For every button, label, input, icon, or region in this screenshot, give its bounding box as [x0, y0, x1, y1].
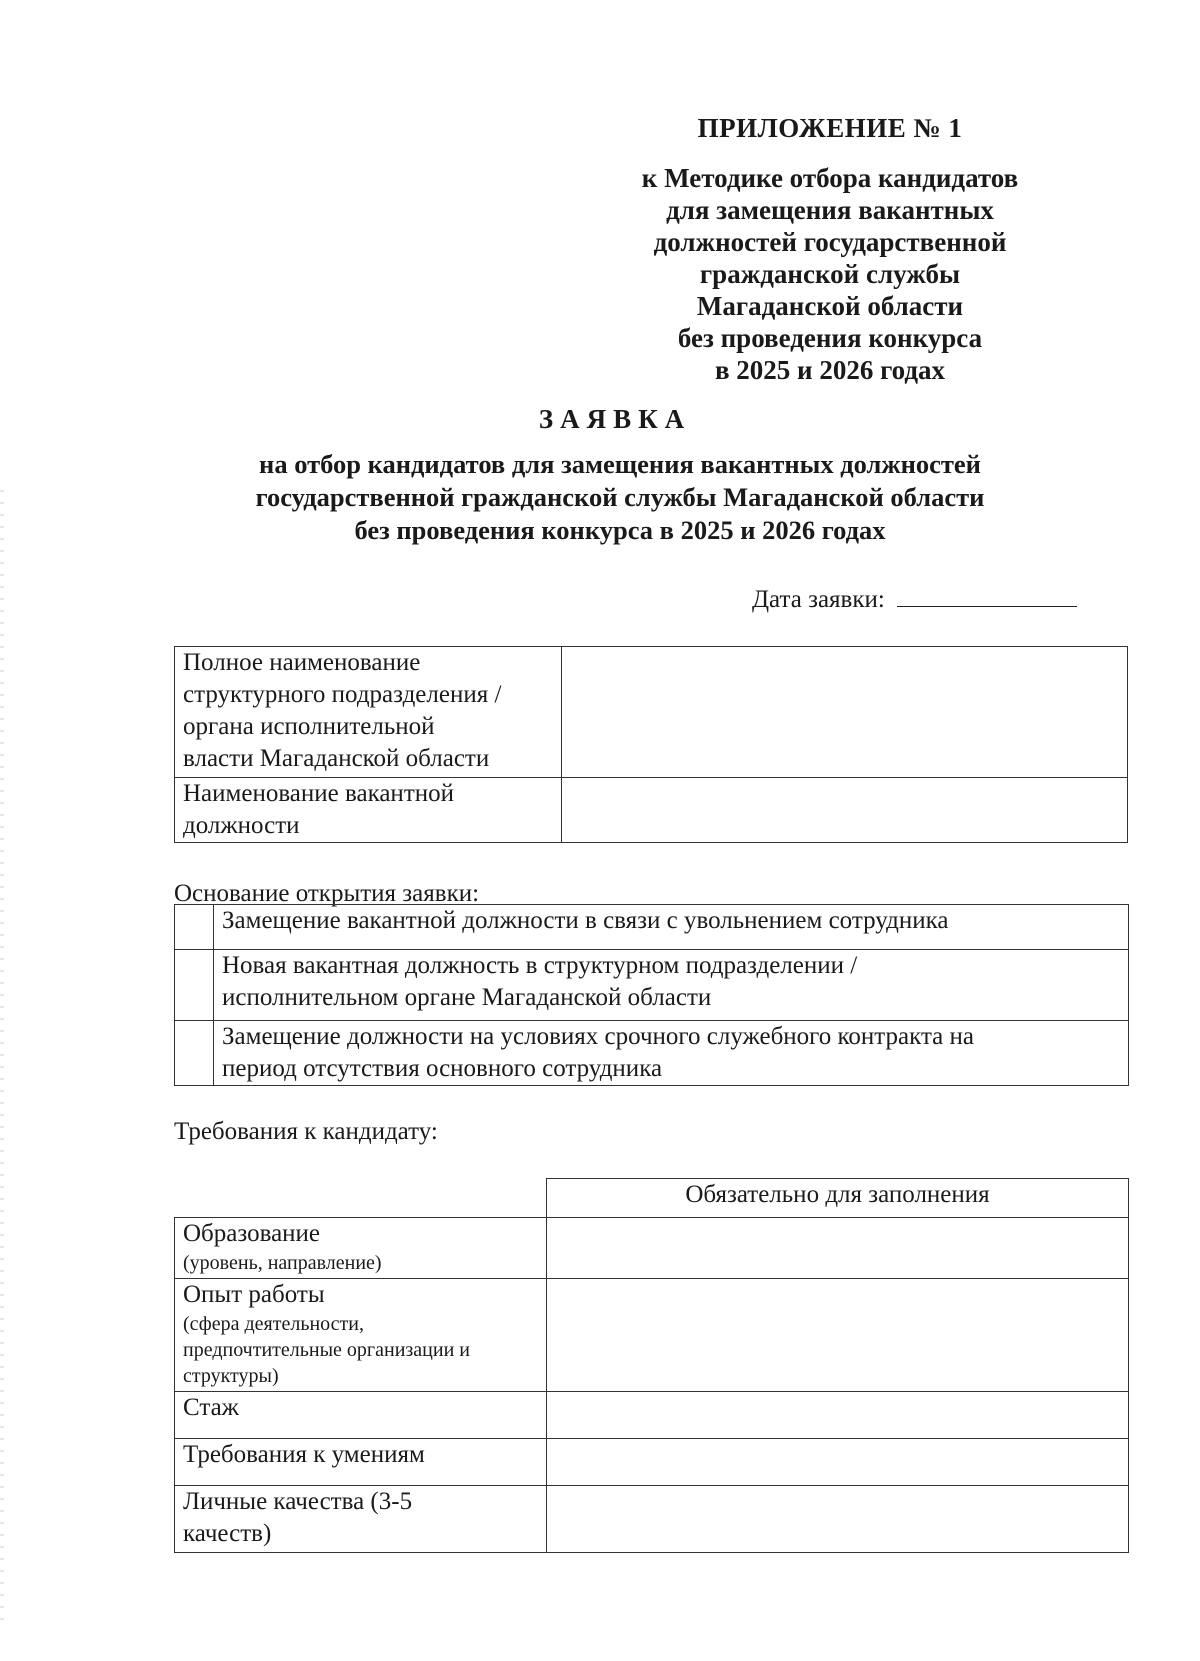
table-row [175, 905, 1129, 950]
experience-label [175, 1279, 547, 1392]
basis-table [174, 904, 1129, 1086]
appendix-line: без проведения конкурса [677, 323, 983, 353]
option-line: исполнительном органе Магаданской области [222, 984, 712, 1011]
table-row [175, 1279, 1129, 1392]
document-subtitle [190, 448, 1050, 547]
label-line: органа исполнительной [183, 713, 435, 740]
personal-qualities-field[interactable] [547, 1486, 1129, 1553]
subtitle-line: государственной гражданской службы Магаданской области [255, 482, 985, 512]
table-row [175, 1218, 1129, 1279]
appendix-line: Магаданской области [696, 291, 964, 321]
scan-edge-marks [0, 480, 4, 1630]
basis-checkbox-1[interactable] [175, 905, 214, 950]
skills-label [175, 1439, 547, 1486]
basis-option-2 [214, 950, 1129, 1021]
appendix-title: ПРИЛОЖЕНИЕ № 1 [697, 113, 963, 143]
row-name: качеств) [183, 1520, 272, 1547]
row-name: Образование [183, 1220, 321, 1247]
label-line: Полное наименование [183, 649, 421, 676]
header-empty-cell [175, 1179, 547, 1218]
row-note: (сфера деятельности, [183, 1313, 364, 1335]
position-name-label [175, 778, 562, 843]
basis-option-3 [214, 1021, 1129, 1086]
appendix-line: в 2025 и 2026 годах [714, 355, 946, 385]
label-line: должности [183, 812, 300, 839]
subtitle-line: без проведения конкурса в 2025 и 2026 годах [354, 515, 886, 545]
document-title: ЗАЯВКА [538, 404, 692, 434]
table-row [175, 950, 1129, 1021]
requirements-label: Требования к кандидату: [174, 1118, 438, 1145]
org-name-field[interactable] [562, 647, 1128, 778]
option-line: Замещение вакантной должности в связи с увольнением сотрудника [222, 907, 949, 934]
experience-field[interactable] [547, 1279, 1129, 1392]
org-name-label [175, 647, 562, 778]
tenure-field[interactable] [547, 1392, 1129, 1439]
label-line: структурного подразделения / [183, 681, 502, 708]
basis-checkbox-2[interactable] [175, 950, 214, 1021]
row-name: Опыт работы [183, 1281, 325, 1308]
position-name-field[interactable] [562, 778, 1128, 843]
table-row [175, 647, 1128, 778]
info-table [174, 646, 1128, 843]
row-note: структуры) [183, 1365, 279, 1387]
basis-option-1 [214, 905, 1129, 950]
label-line: власти Магаданской области [183, 745, 490, 772]
table-row [175, 1392, 1129, 1439]
basis-checkbox-3[interactable] [175, 1021, 214, 1086]
appendix-line: должностей государственной [653, 227, 1007, 257]
row-name: Требования к умениям [183, 1441, 425, 1468]
option-line: Новая вакантная должность в структурном подразделении / [222, 952, 858, 979]
table-header-row [175, 1179, 1129, 1218]
table-row [175, 1439, 1129, 1486]
row-note: предпочтительные организации и [183, 1339, 470, 1361]
date-label: Дата заявки: [752, 586, 885, 613]
table-row [175, 1021, 1129, 1086]
row-note: (уровень, направление) [183, 1252, 382, 1274]
subtitle-line: на отбор кандидатов для замещения вакантных должностей [259, 449, 981, 479]
table-row [175, 1486, 1129, 1553]
date-row [752, 584, 1077, 614]
education-label [175, 1218, 547, 1279]
label-line: Наименование вакантной [183, 780, 454, 807]
skills-field[interactable] [547, 1439, 1129, 1486]
appendix-line: для замещения вакантных [666, 195, 994, 225]
option-line: период отсутствия основного сотрудника [222, 1055, 663, 1082]
appendix-line: гражданской службы [699, 259, 961, 289]
requirements-table [174, 1178, 1129, 1553]
personal-qualities-label [175, 1486, 547, 1553]
basis-label: Основание открытия заявки: [174, 880, 480, 907]
row-name: Личные качества (3-5 [183, 1488, 413, 1515]
appendix-header [620, 112, 1040, 386]
appendix-line: к Методике отбора кандидатов [641, 163, 1019, 193]
date-field[interactable] [897, 584, 1077, 607]
education-field[interactable] [547, 1218, 1129, 1279]
table-row [175, 778, 1128, 843]
row-name: Стаж [183, 1394, 239, 1421]
tenure-label [175, 1392, 547, 1439]
option-line: Замещение должности на условиях срочного служебного контракта на [222, 1023, 975, 1050]
column-header: Обязательно для заполнения [547, 1179, 1129, 1218]
